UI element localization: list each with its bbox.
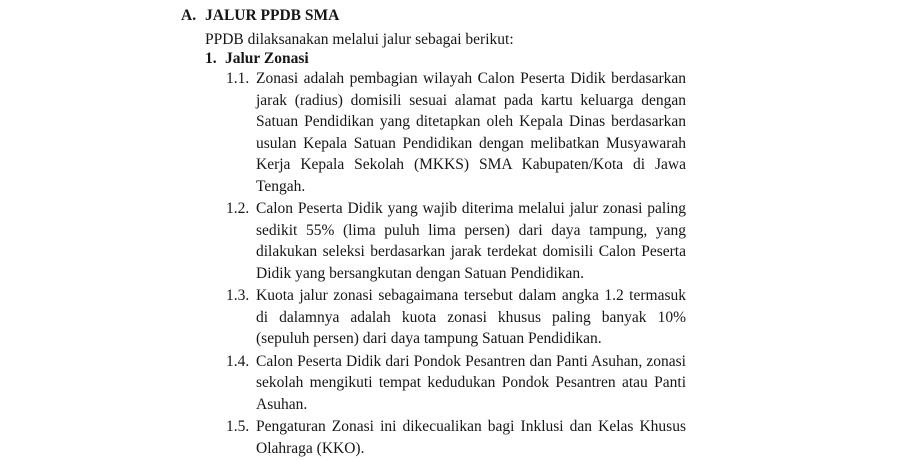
item-text: Kuota jalur zonasi sebagaimana tersebut dalam angka 1.2 termasuk di dalamnya adalah kuota zonasi khusus paling banyak 10% (sepuluh persen) dari daya tampung Satuan Pendidikan. xyxy=(256,287,686,347)
item-number: 1.3. xyxy=(226,287,250,304)
subsection-title: Jalur Zonasi xyxy=(225,50,309,67)
list-item xyxy=(226,198,686,284)
section-letter: A. xyxy=(181,7,197,24)
item-text: Pengaturan Zonasi ini dikecualikan bagi Inklusi dan Kelas Khusus Olahraga (KKO). xyxy=(256,418,686,457)
list-item xyxy=(226,285,686,350)
item-number: 1.1. xyxy=(226,70,250,87)
section-intro: PPDB dilaksanakan melalui jalur sebagai berikut: xyxy=(205,31,514,48)
item-text: Calon Peserta Didik yang wajib diterima melalui jalur zonasi paling sedikit 55% (lima puluh lima persen) dari daya tampung, yang dilakukan seleksi berdasarkan jarak terdekat domisili Calon Peserta Didik yang bersangkutan dengan Satuan Pendidikan. xyxy=(256,200,686,282)
section-title: JALUR PPDB SMA xyxy=(205,7,340,24)
list-item xyxy=(226,68,686,197)
subsection-number: 1. xyxy=(205,50,217,67)
item-number: 1.2. xyxy=(226,200,250,217)
list-item xyxy=(226,351,686,416)
section-heading xyxy=(181,5,339,27)
subsection-heading xyxy=(205,48,309,70)
item-list xyxy=(226,68,686,460)
item-number: 1.4. xyxy=(226,352,250,370)
list-item xyxy=(226,416,686,459)
item-text: Zonasi adalah pembagian wilayah Calon Peserta Didik berdasarkan jarak (radius) domisili sesuai alamat pada kartu keluarga dengan Satuan Pendidikan yang ditetapkan oleh Kepala Dinas berdasarkan usulan Kepala Satuan Pendidikan dengan melibatkan Musyawarah Kerja Kepala Sekolah (MKKS) SMA Kabupaten/Kota di Jawa Tengah. xyxy=(256,70,686,195)
item-number: 1.5. xyxy=(226,418,250,435)
item-text: Calon Peserta Didik dari Pondok Pesantren dan Panti Asuhan, zonasi sekolah mengikuti tempat kedudukan Pondok Pesantren atau Panti Asuhan. xyxy=(256,352,686,413)
